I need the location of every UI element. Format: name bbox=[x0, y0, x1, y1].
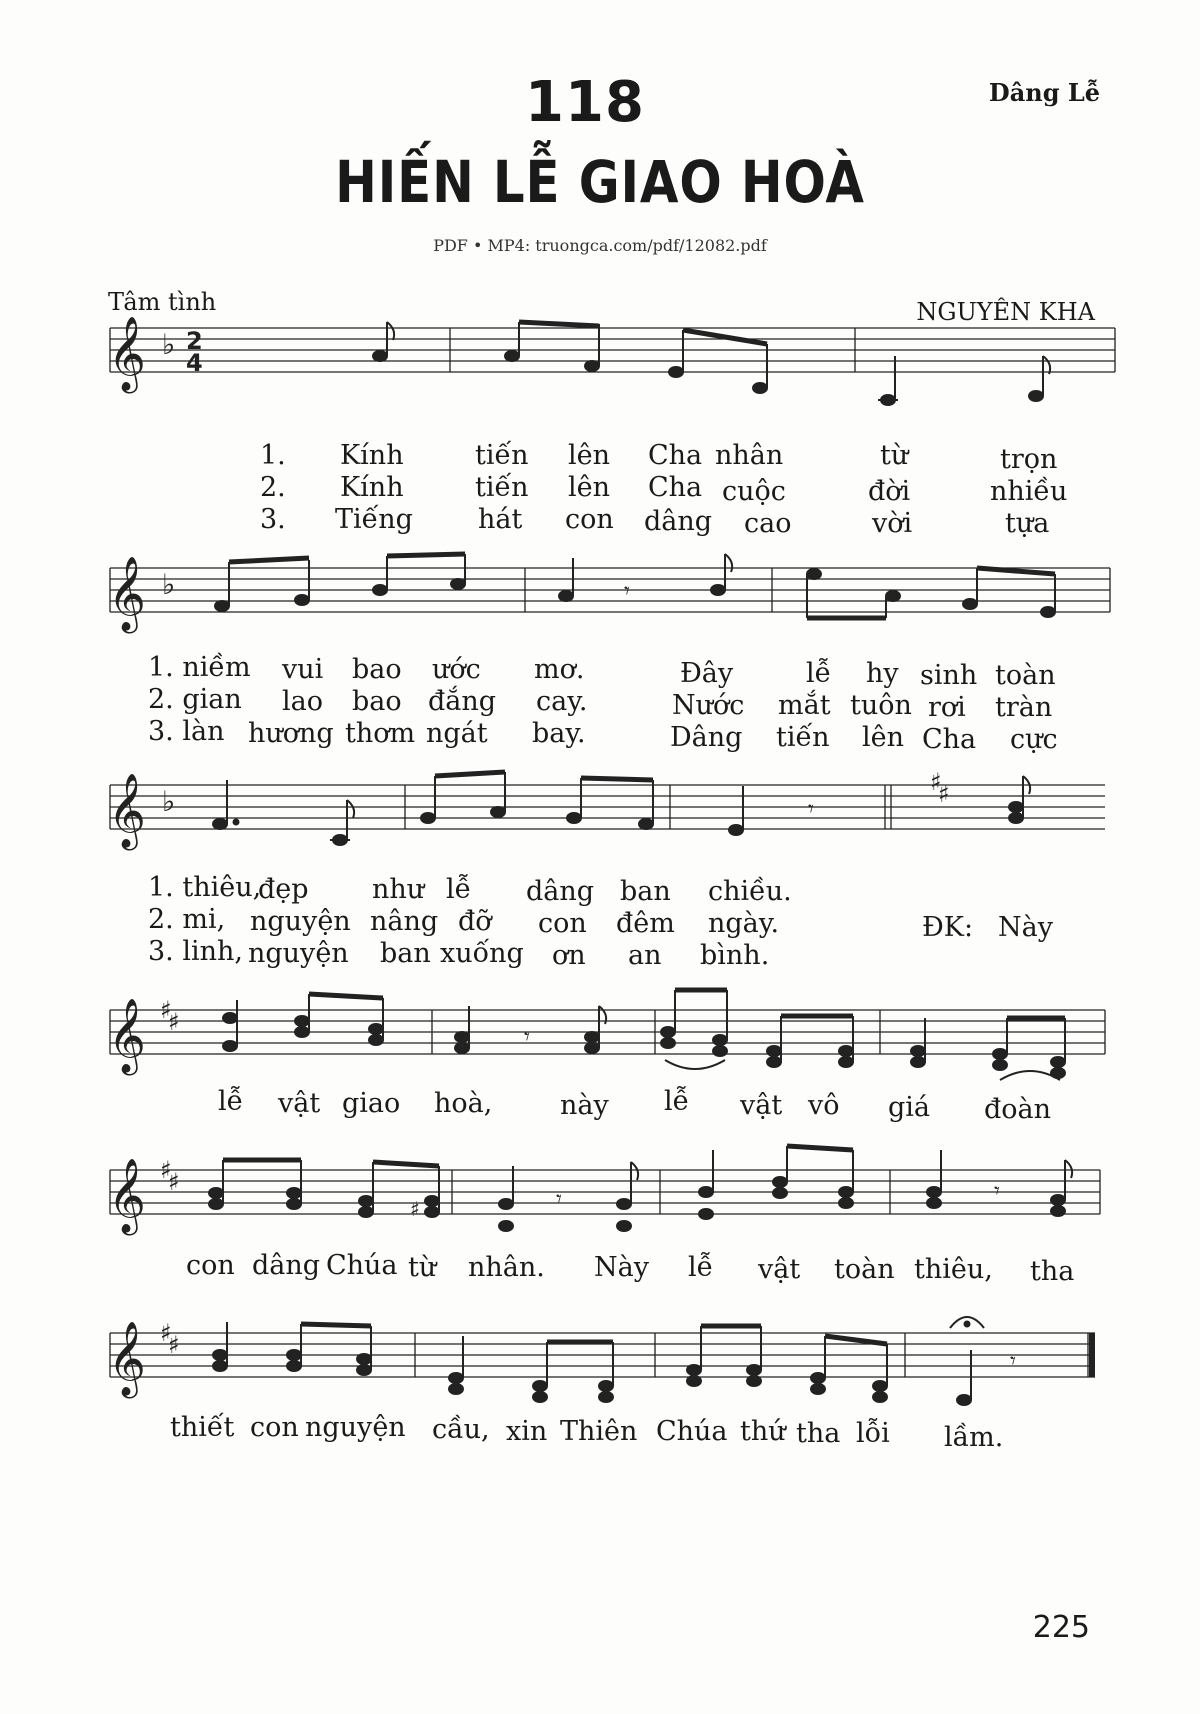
svg-text:𝄞: 𝄞 bbox=[108, 774, 146, 848]
lyric: Tiếng bbox=[335, 504, 413, 535]
lyric: sinh bbox=[920, 660, 978, 691]
page-number: 225 bbox=[1032, 1610, 1090, 1645]
svg-text:♭: ♭ bbox=[162, 568, 176, 601]
lyric: vui bbox=[282, 654, 324, 685]
lyric: tràn bbox=[995, 692, 1053, 723]
lyric: lễ bbox=[664, 1086, 690, 1117]
staff-2 bbox=[110, 568, 1110, 612]
lyric: ước bbox=[432, 654, 481, 685]
lyric: 2. bbox=[260, 472, 286, 503]
lyric: hy bbox=[866, 658, 899, 689]
lyric: nhân bbox=[715, 440, 784, 471]
lyric: toàn bbox=[995, 660, 1056, 691]
lyric: nhân. bbox=[468, 1252, 545, 1283]
lyric: từ bbox=[408, 1252, 437, 1283]
lyric: vật bbox=[740, 1090, 783, 1121]
svg-text:𝄾: 𝄾 bbox=[994, 1179, 1000, 1204]
lyric: dâng bbox=[644, 506, 713, 537]
lyric: vật bbox=[758, 1254, 801, 1285]
lyric: Này bbox=[998, 912, 1053, 943]
lyric: dâng bbox=[526, 876, 595, 907]
svg-text:𝄞: 𝄞 bbox=[108, 557, 146, 631]
lyric: lễ bbox=[806, 658, 832, 689]
lyric: cao bbox=[744, 508, 792, 539]
lyric: đỡ bbox=[458, 906, 492, 937]
lyric: vời bbox=[872, 508, 913, 539]
tempo-marking: Tâm tình bbox=[108, 288, 217, 316]
treble-clef-icon: 𝄞 bbox=[108, 317, 146, 391]
lyric: như bbox=[372, 874, 425, 905]
lyric: đời bbox=[868, 476, 911, 507]
lyric: nguyện bbox=[305, 1412, 406, 1443]
lyric: hoà, bbox=[434, 1088, 493, 1119]
lyric: tiến bbox=[475, 440, 529, 471]
svg-text:𝄾: 𝄾 bbox=[808, 797, 814, 822]
svg-text:𝄾: 𝄾 bbox=[624, 579, 630, 604]
composer-name: NGUYÊN KHA bbox=[916, 298, 1095, 326]
source-link[interactable]: PDF • MP4: truongca.com/pdf/12082.pdf bbox=[433, 236, 767, 255]
svg-text:♯: ♯ bbox=[930, 768, 942, 796]
lyric: mắt bbox=[778, 690, 831, 721]
staff-1 bbox=[110, 328, 1115, 372]
lyric: trọn bbox=[1000, 444, 1058, 475]
lyric: 2. mi, bbox=[148, 904, 226, 935]
lyric: tha bbox=[796, 1418, 841, 1449]
lyric: thơm bbox=[345, 718, 416, 749]
lyric: bay. bbox=[532, 718, 586, 749]
svg-text:2: 2 bbox=[186, 327, 203, 355]
lyric: từ bbox=[880, 440, 909, 471]
lyric: Cha bbox=[648, 472, 703, 503]
lyric: Cha bbox=[922, 724, 977, 755]
svg-text:𝄞: 𝄞 bbox=[108, 999, 146, 1073]
lyric: cuộc bbox=[722, 476, 786, 507]
lyric: vô bbox=[808, 1090, 840, 1121]
lyric: Này bbox=[594, 1252, 649, 1283]
svg-text:𝄾: 𝄾 bbox=[556, 1187, 562, 1212]
lyric: ban bbox=[620, 876, 671, 907]
lyric: 2. gian bbox=[148, 684, 242, 715]
svg-text:♯: ♯ bbox=[160, 1319, 172, 1347]
staff-5 bbox=[110, 1170, 1100, 1214]
lyric: 1. bbox=[260, 440, 286, 471]
lyric: cay. bbox=[536, 686, 588, 717]
lyric: xin bbox=[506, 1416, 548, 1447]
lyric: toàn bbox=[834, 1254, 895, 1285]
lyric: lên bbox=[568, 440, 611, 471]
lyric: lên bbox=[862, 722, 905, 753]
lyric: Chúa bbox=[326, 1250, 398, 1281]
lyric: cực bbox=[1010, 724, 1058, 755]
lyric: nguyện bbox=[248, 938, 349, 969]
svg-text:𝄾: 𝄾 bbox=[524, 1025, 530, 1050]
lyric: Đây bbox=[680, 658, 734, 689]
lyric: ơn bbox=[552, 940, 586, 971]
lyric: con bbox=[250, 1412, 299, 1443]
lyric: tha bbox=[1030, 1256, 1075, 1287]
song-number: 118 bbox=[525, 70, 645, 135]
lyric: Nước bbox=[672, 690, 745, 721]
svg-text:♯: ♯ bbox=[168, 1008, 180, 1036]
lyric: đắng bbox=[428, 686, 497, 717]
lyric: vật bbox=[278, 1088, 321, 1119]
lyric: giao bbox=[342, 1088, 401, 1119]
svg-text:𝄾: 𝄾 bbox=[1010, 1349, 1016, 1374]
staff-3 bbox=[110, 785, 1105, 829]
lyric: 3. bbox=[260, 504, 286, 535]
lyric: nhiều bbox=[990, 476, 1068, 507]
svg-text:♯: ♯ bbox=[168, 1168, 180, 1196]
lyric: hát bbox=[478, 504, 523, 535]
lyric: tựa bbox=[1005, 508, 1050, 539]
svg-text:4: 4 bbox=[186, 349, 203, 377]
lyric: Thiên bbox=[560, 1416, 638, 1447]
lyric: 3. linh, bbox=[148, 936, 243, 967]
svg-text:♯: ♯ bbox=[168, 1331, 180, 1359]
lyric: lao bbox=[282, 686, 323, 717]
lyric: ban bbox=[380, 938, 431, 969]
lyric: đêm bbox=[616, 908, 675, 939]
svg-text:♯: ♯ bbox=[410, 1197, 420, 1221]
lyric: đẹp bbox=[258, 874, 309, 905]
lyric: lễ bbox=[688, 1252, 714, 1283]
lyric: cầu, bbox=[432, 1414, 490, 1445]
svg-text:♯: ♯ bbox=[938, 780, 950, 808]
lyric: lầm. bbox=[944, 1422, 1004, 1453]
lyric: ĐK: bbox=[922, 912, 974, 943]
svg-text:♭: ♭ bbox=[162, 785, 176, 818]
svg-text:𝄞: 𝄞 bbox=[108, 1322, 146, 1396]
svg-text:𝄞: 𝄞 bbox=[108, 1159, 146, 1233]
lyric: nguyện bbox=[250, 906, 351, 937]
song-category: Dâng Lễ bbox=[988, 78, 1100, 107]
lyric: lỗi bbox=[856, 1418, 890, 1449]
lyric: Dâng bbox=[670, 722, 743, 753]
lyric: thứ bbox=[740, 1416, 786, 1447]
lyric: đoàn bbox=[984, 1094, 1052, 1125]
lyric: giá bbox=[888, 1092, 931, 1123]
lyric: Kính bbox=[340, 440, 404, 471]
lyric: lễ bbox=[218, 1086, 244, 1117]
lyric: 1. niềm bbox=[148, 652, 251, 683]
lyric: Chúa bbox=[656, 1416, 728, 1447]
lyric: rơi bbox=[928, 692, 966, 723]
lyric: dâng bbox=[252, 1250, 321, 1281]
lyric: xuống bbox=[440, 938, 524, 969]
svg-text:♭: ♭ bbox=[162, 328, 176, 361]
svg-text:♯: ♯ bbox=[160, 996, 172, 1024]
lyric: an bbox=[628, 940, 662, 971]
lyric: thiết bbox=[170, 1412, 235, 1443]
lyric: này bbox=[560, 1090, 609, 1121]
lyric: nâng bbox=[370, 906, 439, 937]
lyric: Kính bbox=[340, 472, 404, 503]
lyric: hương bbox=[248, 718, 334, 749]
lyric: mơ. bbox=[534, 654, 585, 685]
lyric: Cha bbox=[648, 440, 703, 471]
svg-text:♯: ♯ bbox=[160, 1156, 172, 1184]
lyric: con bbox=[186, 1250, 235, 1281]
lyric: tuôn bbox=[850, 690, 912, 721]
lyric: bao bbox=[352, 654, 402, 685]
lyric: lên bbox=[568, 472, 611, 503]
lyric: thiêu, bbox=[914, 1254, 993, 1285]
lyric: lễ bbox=[446, 874, 472, 905]
song-title: HIẾN LỄ GIAO HOÀ bbox=[335, 148, 865, 216]
lyric: tiến bbox=[776, 722, 830, 753]
lyric: ngát bbox=[426, 718, 488, 749]
lyric: con bbox=[565, 504, 614, 535]
lyric: ngày. bbox=[708, 908, 780, 939]
lyric: bình. bbox=[700, 940, 770, 971]
lyric: 3. làn bbox=[148, 716, 225, 747]
lyric: tiến bbox=[475, 472, 529, 503]
lyric: con bbox=[538, 908, 587, 939]
staff-4 bbox=[110, 1010, 1105, 1054]
lyric: bao bbox=[352, 686, 402, 717]
lyric: chiều. bbox=[708, 876, 792, 907]
lyric: 1. thiêu, bbox=[148, 872, 262, 903]
